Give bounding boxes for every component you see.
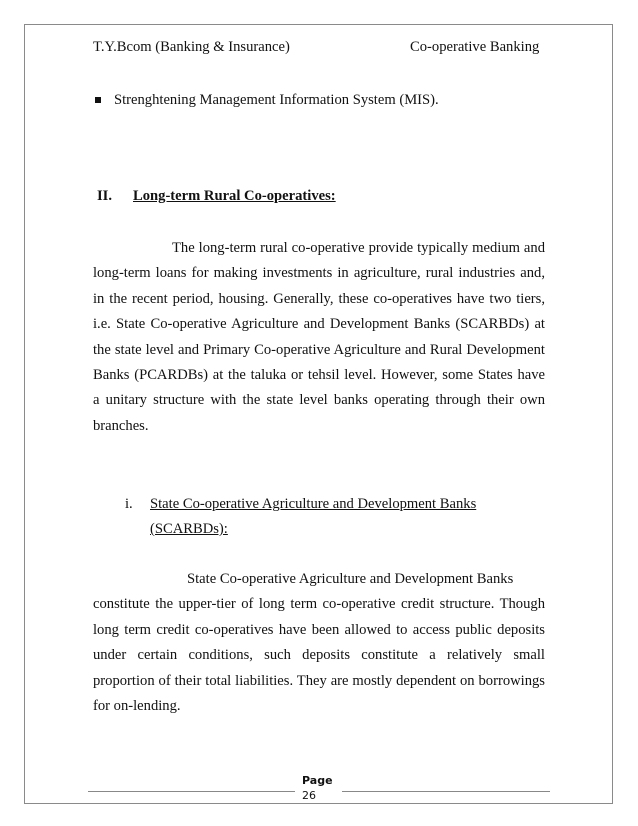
subsection-number: i. (125, 496, 133, 512)
footer-page-number: 26 (302, 789, 316, 802)
paragraph-line: long term credit co-operatives have been allowed to access public deposits (93, 622, 545, 638)
paragraph-line: Banks (PCARDBs) at the taluka or tehsil level. However, some States have (93, 367, 545, 383)
paragraph-line: for on-lending. (93, 698, 181, 714)
footer-page-label: Page (302, 774, 333, 787)
paragraph-line: a unitary structure with the state level banks operating through their own (93, 392, 545, 408)
header-left: T.Y.Bcom (Banking & Insurance) (93, 39, 290, 55)
paragraph-line: under certain conditions, such deposits constitute a relatively small (93, 647, 545, 663)
paragraph-line: in the recent period, housing. Generally, these co-operatives have two tiers, (93, 291, 545, 307)
section-number: II. (97, 188, 113, 204)
paragraph-line: i.e. State Co-operative Agriculture and Development Banks (SCARBDs) at (93, 316, 545, 332)
bullet-item: Strenghtening Management Information System (MIS). (114, 92, 439, 108)
section-heading: Long-term Rural Co-operatives: (133, 188, 336, 204)
paragraph-line: long-term loans for making investments in agriculture, rural industries and, (93, 265, 545, 281)
footer-rule-left (88, 791, 295, 792)
subsection-heading-line1: State Co-operative Agriculture and Development Banks (150, 496, 477, 512)
paragraph-line: The long-term rural co-operative provide typically medium and (172, 240, 545, 256)
header-right: Co-operative Banking (410, 39, 540, 55)
bullet-icon (95, 97, 101, 103)
footer-rule-right (342, 791, 550, 792)
subsection-heading-line2: (SCARBDs): (150, 521, 228, 537)
paragraph-line: branches. (93, 418, 149, 434)
paragraph-line: State Co-operative Agriculture and Development Banks (187, 571, 514, 587)
paragraph-line: the state level and Primary Co-operative Agriculture and Rural Development (93, 342, 545, 358)
paragraph-line: proportion of their total liabilities. They are mostly dependent on borrowings (93, 673, 545, 689)
paragraph-line: constitute the upper-tier of long term co-operative credit structure. Though (93, 596, 545, 612)
